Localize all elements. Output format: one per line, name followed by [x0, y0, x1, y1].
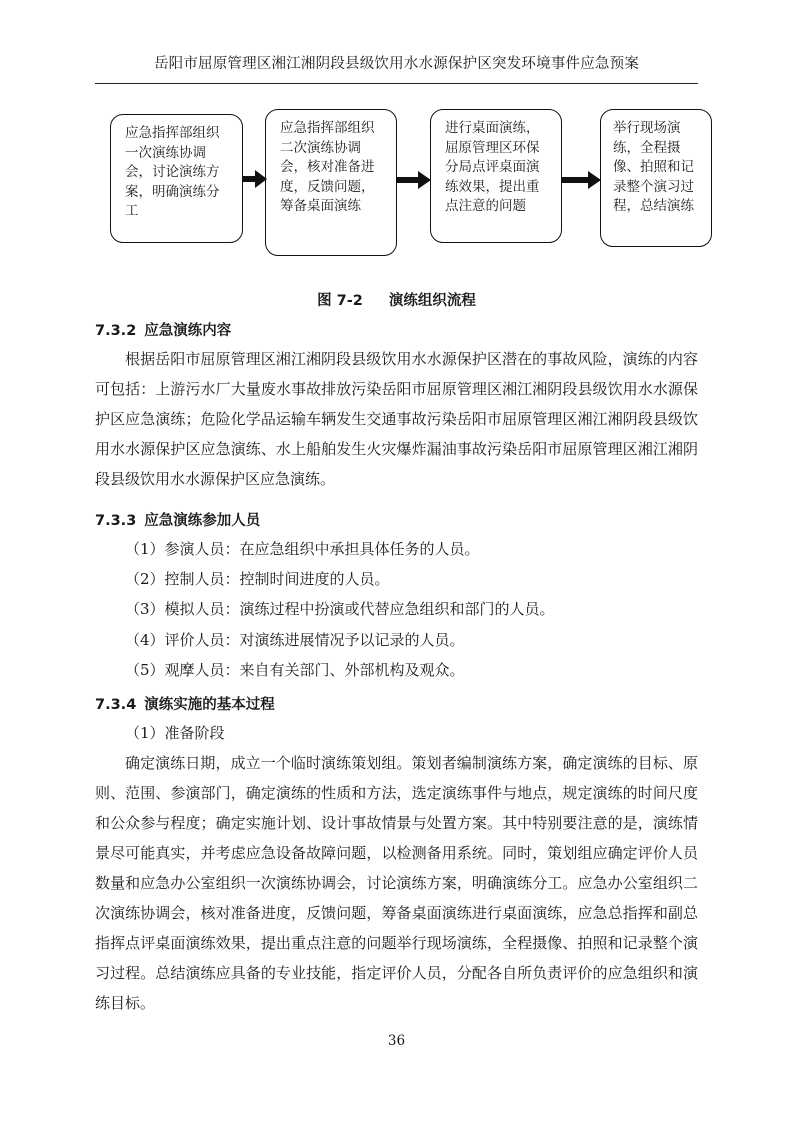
flow-step-2: 应急指挥部组织二次演练协调会，核对准备进度，反馈问题，筹备桌面演练 — [265, 109, 397, 256]
list-item: （5）观摩人员：来自有关部门、外部机构及观众。 — [125, 661, 465, 679]
list-item: （4）评价人员：对演练进展情况予以记录的人员。 — [125, 631, 465, 649]
flow-arrow-3 — [561, 170, 602, 190]
list-item: （3）模拟人员：演练过程中扮演或代替应急组织和部门的人员。 — [125, 600, 555, 618]
header-rule — [95, 83, 698, 84]
sub-item-heading: （1）准备阶段 — [125, 724, 225, 742]
flow-arrow-2 — [396, 170, 432, 190]
page-header: 岳阳市屈原管理区湘江湘阴段县级饮用水水源保护区突发环境事件应急预案 — [153, 56, 640, 72]
flow-arrow-1 — [242, 169, 268, 189]
section-7-3-4-body: 确定演练日期，成立一个临时演练策划组。策划者编制演练方案，确定演练的目标、原则、范围、参演部门，确定演练的性质和方法，选定演练事件与地点，规定演练的时间尺度和公众参与程度；确定实施计划、设计事故情景与处置方案。其中特别要注意的是，演练情景尽可能真实，并考虑应急设备故障问题，以检测备用系统。同时，策划组应确定评价人员数量和应急办公室组织一次演练协调会，讨论演练方案，明确演练分工。应急办公室组织二次演练协调会，核对准备进度，反馈问题，筹备桌面演练进行桌面演练，应急总指挥和副总指挥点评桌面演练效果，提出重点注意的问题举行现场演练，全程摄像、拍照和记录整个演习过程。总结演练应具备的专业技能，指定评价人员，分配各自所负责评价的应急组织和演练目标。 — [95, 754, 698, 1012]
figure-number: 图 7-2 — [317, 293, 363, 309]
flow-step-3: 进行桌面演练，屈原管理区环保分局点评桌面演练效果，提出重点注意的问题 — [430, 109, 562, 243]
section-number: 7.3.3 — [95, 513, 137, 529]
figure-title: 演练组织流程 — [388, 293, 476, 309]
section-number: 7.3.2 — [95, 323, 137, 339]
section-heading-7-3-3 — [95, 509, 260, 530]
section-heading-7-3-4 — [95, 693, 275, 714]
section-title: 演练实施的基本过程 — [144, 697, 275, 713]
list-item: （1）参演人员：在应急组织中承担具体任务的人员。 — [125, 540, 480, 558]
flow-step-4: 举行现场演练，全程摄像、拍照和记录整个演习过程，总结演练 — [600, 109, 712, 247]
section-title: 应急演练内容 — [144, 323, 232, 339]
section-title: 应急演练参加人员 — [144, 513, 261, 529]
section-7-3-2-body: 根据岳阳市屈原管理区湘江湘阴段县级饮用水水源保护区潜在的事故风险，演练的内容可包括：上游污水厂大量废水事故排放污染岳阳市屈原管理区湘江湘阴段县级饮用水水源保护区应急演练；危险化学品运输车辆发生交通事故污染岳阳市屈原管理区湘江湘阴段县级饮用水水源保护区应急演练、水上船舶发生火灾爆炸漏油事故污染岳阳市屈原管理区湘江湘阴段县级饮用水水源保护区应急演练。 — [95, 350, 698, 488]
section-heading-7-3-2 — [95, 319, 231, 340]
section-number: 7.3.4 — [95, 697, 137, 713]
flow-step-1: 应急指挥部组织一次演练协调会，讨论演练方案，明确演练分工 — [110, 114, 243, 243]
figure-caption — [95, 289, 698, 310]
list-item: （2）控制人员：控制时间进度的人员。 — [125, 570, 390, 588]
page-number: 36 — [387, 1033, 406, 1049]
